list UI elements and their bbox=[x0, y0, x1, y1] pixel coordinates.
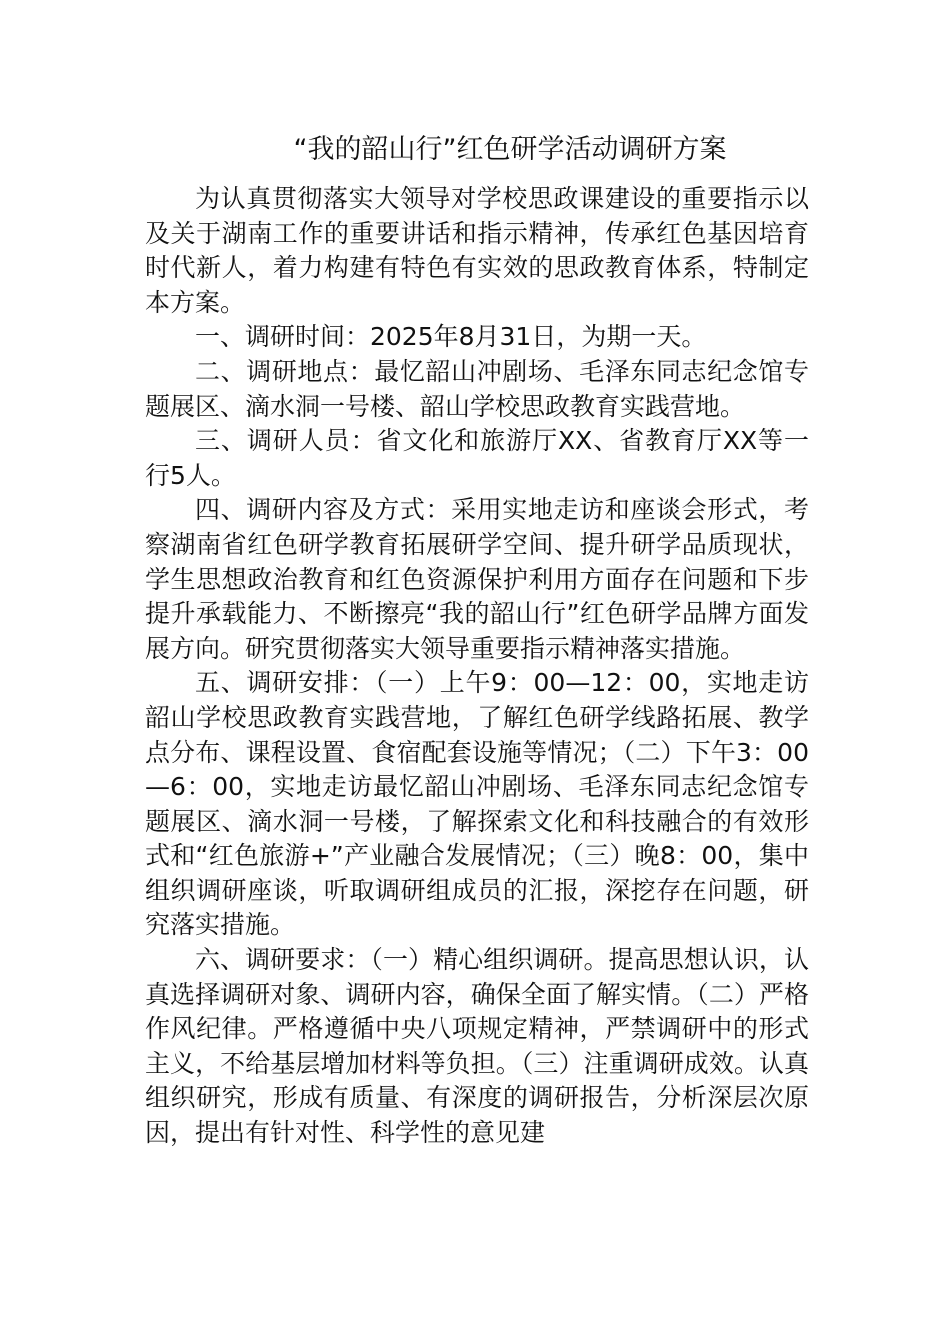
document-body bbox=[145, 182, 809, 1151]
paragraph-location: 二、调研地点：最忆韶山冲剧场、毛泽东同志纪念馆专题展区、滴水洞一号楼、韶山学校思政教育实践营地。 bbox=[145, 356, 809, 421]
paragraph-personnel: 三、调研人员：省文化和旅游厅XX、省教育厅XX等一行5人。 bbox=[145, 426, 809, 490]
paragraph-schedule: 五、调研安排：（一）上午9：00—12：00，实地走访韶山学校思政教育实践营地，了解红色研学线路拓展、教学点分布、课程设置、食宿配套设施等情况；（二）下午3：00—6：00，实地走访最忆韶山冲剧场、毛泽东同志纪念馆专题展区、滴水洞一号楼，了解探索文化和科技融合的有效形式和“红色旅游+”产业融合发展情况；（三）晚8：00，集中组织调研座谈，听取调研组成员的汇报，深挖存在问题，研究落实措施。 bbox=[145, 668, 809, 940]
document-title: “我的韶山行”红色研学活动调研方案 bbox=[293, 134, 727, 165]
paragraph-intro: 为认真贯彻落实大领导对学校思政课建设的重要指示以及关于湖南工作的重要讲话和指示精神，传承红色基因培育时代新人，着力构建有特色有实效的思政教育体系，特制定本方案。 bbox=[145, 184, 809, 317]
paragraph-content: 四、调研内容及方式：采用实地走访和座谈会形式，考察湖南省红色研学教育拓展研学空间、提升研学品质现状，学生思想政治教育和红色资源保护利用方面存在问题和下步提升承载能力、不断擦亮“我的韶山行”红色研学品牌方面发展方向。研究贯彻落实大领导重要指示精神落实措施。 bbox=[145, 495, 809, 663]
paragraph-time: 一、调研时间：2025年8月31日，为期一天。 bbox=[195, 322, 707, 352]
paragraph-requirements: 六、调研要求：（一）精心组织调研。提高思想认识，认真选择调研对象、调研内容，确保全面了解实情。（二）严格作风纪律。严格遵循中央八项规定精神，严禁调研中的形式主义，不给基层增加材料等负担。（三）注重调研成效。认真组织研究，形成有质量、有深度的调研报告，分析深层次原因，提出有针对性、科学性的意见建 bbox=[145, 945, 809, 1148]
